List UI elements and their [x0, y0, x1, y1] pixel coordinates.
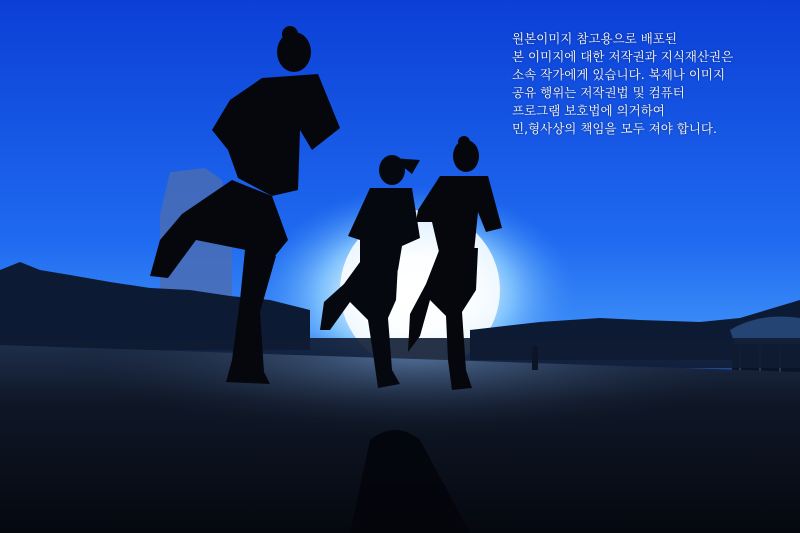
copyright-line-3: 소속 작가에게 있습니다. 복제나 이미지	[512, 67, 726, 82]
copyright-notice	[512, 30, 792, 138]
copyright-line-5: 프로그램 보호법에 의거하여	[512, 103, 665, 118]
copyright-line-6: 민,형사상의 책임을 모두 져야 합니다.	[512, 121, 717, 136]
copyright-line-2: 본 이미지에 대한 저작권과 지식재산권은	[512, 49, 734, 64]
copyright-line-1: 원본이미지 참고용으로 배포된	[512, 31, 677, 46]
copyright-line-4: 공유 행위는 저작권법 및 컴퓨터	[512, 85, 685, 100]
